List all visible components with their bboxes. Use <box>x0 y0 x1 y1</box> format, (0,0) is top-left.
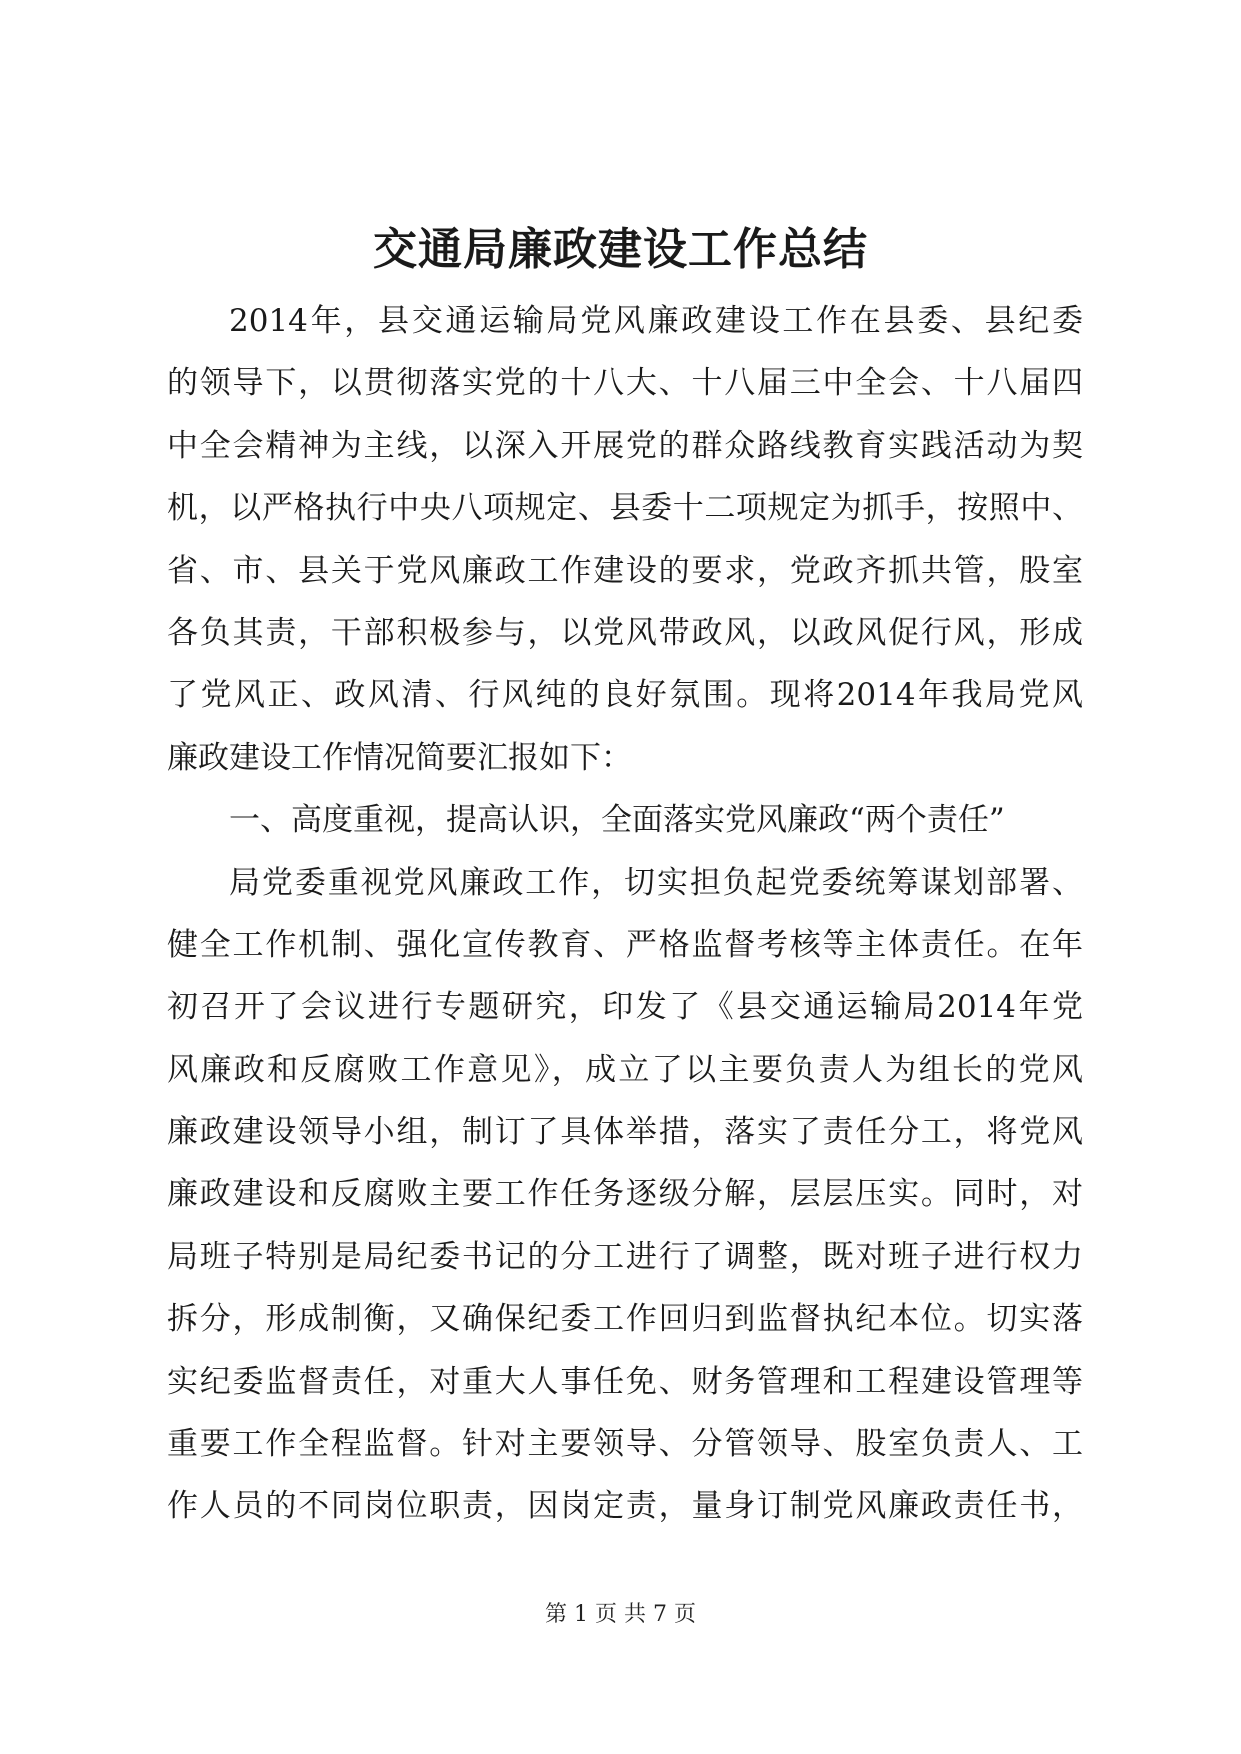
paragraph-line: 省、市、县关于党风廉政工作建设的要求，党政齐抓共管，股室 <box>167 552 1083 589</box>
paragraph-line: 初召开了会议进行专题研究，印发了《县交通运输局2014年党 <box>167 989 1083 1026</box>
paragraph-line: 风廉政和反腐败工作意见》，成立了以主要负责人为组长的党风 <box>167 1051 1083 1088</box>
paragraph-line: 健全工作机制、强化宣传教育、严格监督考核等主体责任。在年 <box>167 926 1083 963</box>
paragraph-line: 机，以严格执行中央八项规定、县委十二项规定为抓手，按照中、 <box>167 490 1083 527</box>
paragraph-line: 局班子特别是局纪委书记的分工进行了调整，既对班子进行权力 <box>167 1238 1083 1275</box>
paragraph-line: 2014年，县交通运输局党风廉政建设工作在县委、县纪委 <box>229 303 1083 339</box>
paragraph-line: 中全会精神为主线，以深入开展党的群众路线教育实践活动为契 <box>167 427 1083 464</box>
paragraph-line: 了党风正、政风清、行风纯的良好氛围。现将2014年我局党风 <box>167 677 1083 714</box>
paragraph-line: 的领导下，以贯彻落实党的十八大、十八届三中全会、十八届四 <box>167 365 1083 402</box>
paragraph-line: 廉政建设和反腐败主要工作任务逐级分解，层层压实。同时，对 <box>167 1176 1083 1213</box>
document-body <box>167 290 1083 1538</box>
paragraph-line: 实纪委监督责任，对重大人事任免、财务管理和工程建设管理等 <box>167 1363 1083 1400</box>
paragraph-line: 廉政建设领导小组，制订了具体举措，落实了责任分工，将党风 <box>167 1114 1083 1151</box>
section-heading: 一、高度重视，提高认识，全面落实党风廉政“两个责任” <box>229 802 1005 839</box>
paragraph-line: 作人员的不同岗位职责，因岗定责，量身订制党风廉政责任书， <box>167 1488 1083 1525</box>
paragraph-line: 拆分，形成制衡，又确保纪委工作回归到监督执纪本位。切实落 <box>167 1301 1083 1338</box>
page-number-footer: 第 1 页 共 7 页 <box>545 1602 696 1627</box>
paragraph-line: 重要工作全程监督。针对主要领导、分管领导、股室负责人、工 <box>167 1426 1083 1463</box>
document-title: 交通局廉政建设工作总结 <box>373 224 868 275</box>
paragraph-line: 廉政建设工作情况简要汇报如下： <box>167 739 632 776</box>
paragraph-line: 各负其责，干部积极参与，以党风带政风，以政风促行风，形成 <box>167 614 1083 651</box>
paragraph-line: 局党委重视党风廉政工作，切实担负起党委统筹谋划部署、 <box>229 864 1083 901</box>
